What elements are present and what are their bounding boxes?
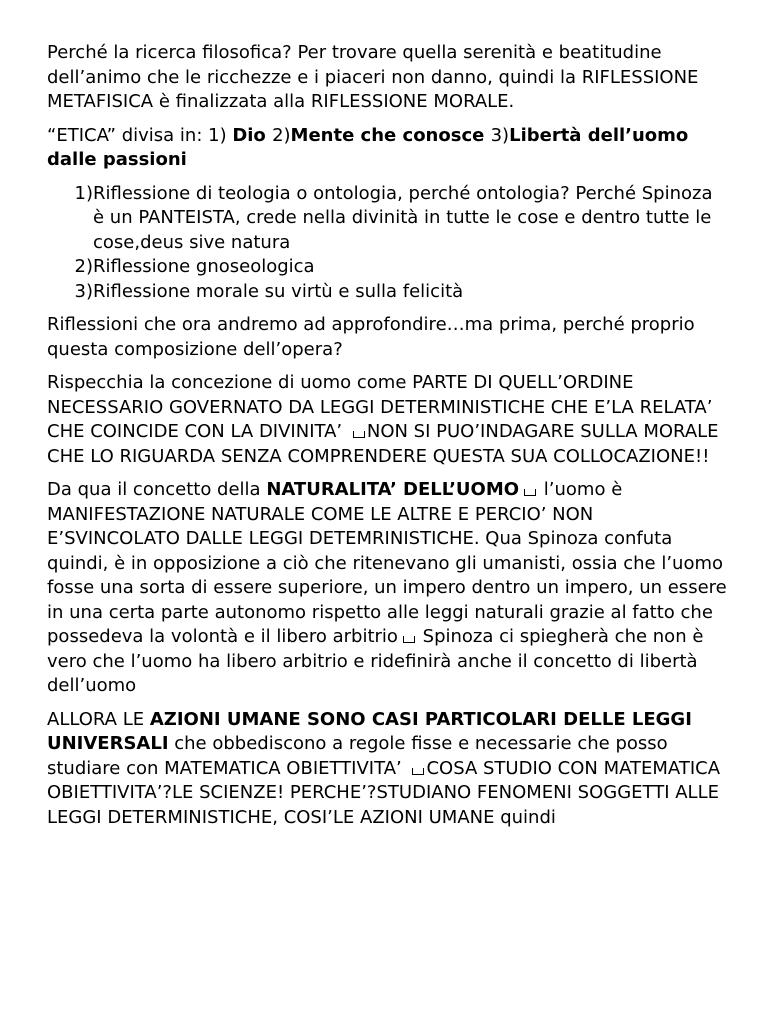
arrow-glyph-icon [353, 431, 365, 438]
etica-text: “ETICA” divisa in: 1) [47, 124, 233, 146]
list-item [47, 182, 728, 256]
naturalita-body: l’uomo è MANIFESTAZIONE NATURALE COME LE ALTRE E PERCIO’ NON E’SVINCOLATO DALLE LEGGI DETEMRINISTICHE. Qua Spinoza confuta quindi, è in opposizione a ciò che ritenevano gli umanisti, ossia che l’uomo fosse una sorta di essere superiore, un impero dentro un impero, un essere in una certa parte autonomo rispetto alle leggi naturali grazie al fatto che possedeva la volontà e il libero arbitrio [47, 479, 727, 647]
arrow-glyph-icon [412, 768, 424, 775]
azioni-body: che obbediscono a regole fisse e necessarie che posso studiare con MATEMATICA OBIETTIVITA’ [47, 733, 668, 779]
list-item [47, 255, 728, 280]
etica-num-3: 3) [490, 124, 510, 146]
etica-num-2: 2) [272, 124, 291, 146]
list-item-text: Riflessione di teologia o ontologia, perché ontologia? Perché Spinoza è un PANTEISTA, crede nella divinità in tutte le cose e dentro tutte le cose,deus sive natura [93, 182, 713, 253]
paragraph-riflessioni-text: Riflessioni che ora andremo ad approfondire…ma prima, perché proprio questa composizione dell’opera? [47, 314, 695, 360]
list-item [47, 280, 728, 305]
rispecchia-conclusion: NON SI PUO’INDAGARE SULLA MORALE CHE LO RIGUARDA SENZA COMPRENDERE QUESTA SUA COLLOCAZIONE!! [47, 421, 719, 467]
paragraph-intro [47, 41, 728, 115]
paragraph-riflessioni [47, 313, 728, 362]
naturalita-conclusion: Spinoza ci spiegherà che non è vero che l’uomo ha libero arbitrio e ridefinirà anche il concetto di libertà dell’uomo [47, 626, 704, 696]
naturalita-lead: Da qua il concetto della [47, 479, 267, 500]
naturalita-heading: NATURALITA’ DELL’UOMO [266, 479, 520, 500]
etica-mente: Mente che conosce [290, 124, 491, 146]
azioni-conclusion: COSA STUDIO CON MATEMATICA OBIETTIVITA’?LE SCIENZE! PERCHE’?STUDIANO FENOMENI SOGGETTI ALLE LEGGI DETERMINISTICHE, COSI’LE AZIONI UMANE quindi [47, 757, 721, 828]
rispecchia-text: Rispecchia la concezione di uomo come PARTE DI QUELL’ORDINE NECESSARIO GOVERNATO DA LEGGI DETERMINISTICHE CHE E’LA RELATA’ CHE COINCIDE CON LA DIVINITA’ [47, 372, 713, 442]
paragraph-intro-text: Perché la ricerca filosofica? Per trovare quella serenità e beatitudine dell’animo che le ricchezze e i piaceri non danno, quindi la RIFLESSIONE METAFISICA è finalizzata alla RIFLESSIONE MORALE. [47, 42, 699, 112]
arrow-glyph-icon [524, 489, 536, 496]
list-item-number: 3) [74, 280, 93, 302]
list-item-text: Riflessione morale su virtù e sulla felicità [93, 280, 464, 302]
paragraph-etica [47, 124, 728, 173]
list-item-number: 1) [74, 182, 93, 204]
etica-liberta: Libertà dell’uomo dalle passioni [47, 124, 689, 170]
paragraph-azioni [47, 708, 728, 831]
numbered-list [47, 182, 728, 305]
list-item-number: 2) [74, 256, 93, 277]
paragraph-rispecchia [47, 371, 728, 469]
paragraph-naturalita [47, 478, 728, 699]
azioni-lead: ALLORA LE [47, 708, 150, 730]
azioni-heading: AZIONI UMANE SONO CASI PARTICOLARI DELLE LEGGI UNIVERSALI [47, 708, 692, 754]
etica-dio: Dio [232, 124, 273, 146]
list-item-text: Riflessione gnoseologica [93, 256, 315, 277]
arrow-glyph-icon [403, 636, 415, 643]
